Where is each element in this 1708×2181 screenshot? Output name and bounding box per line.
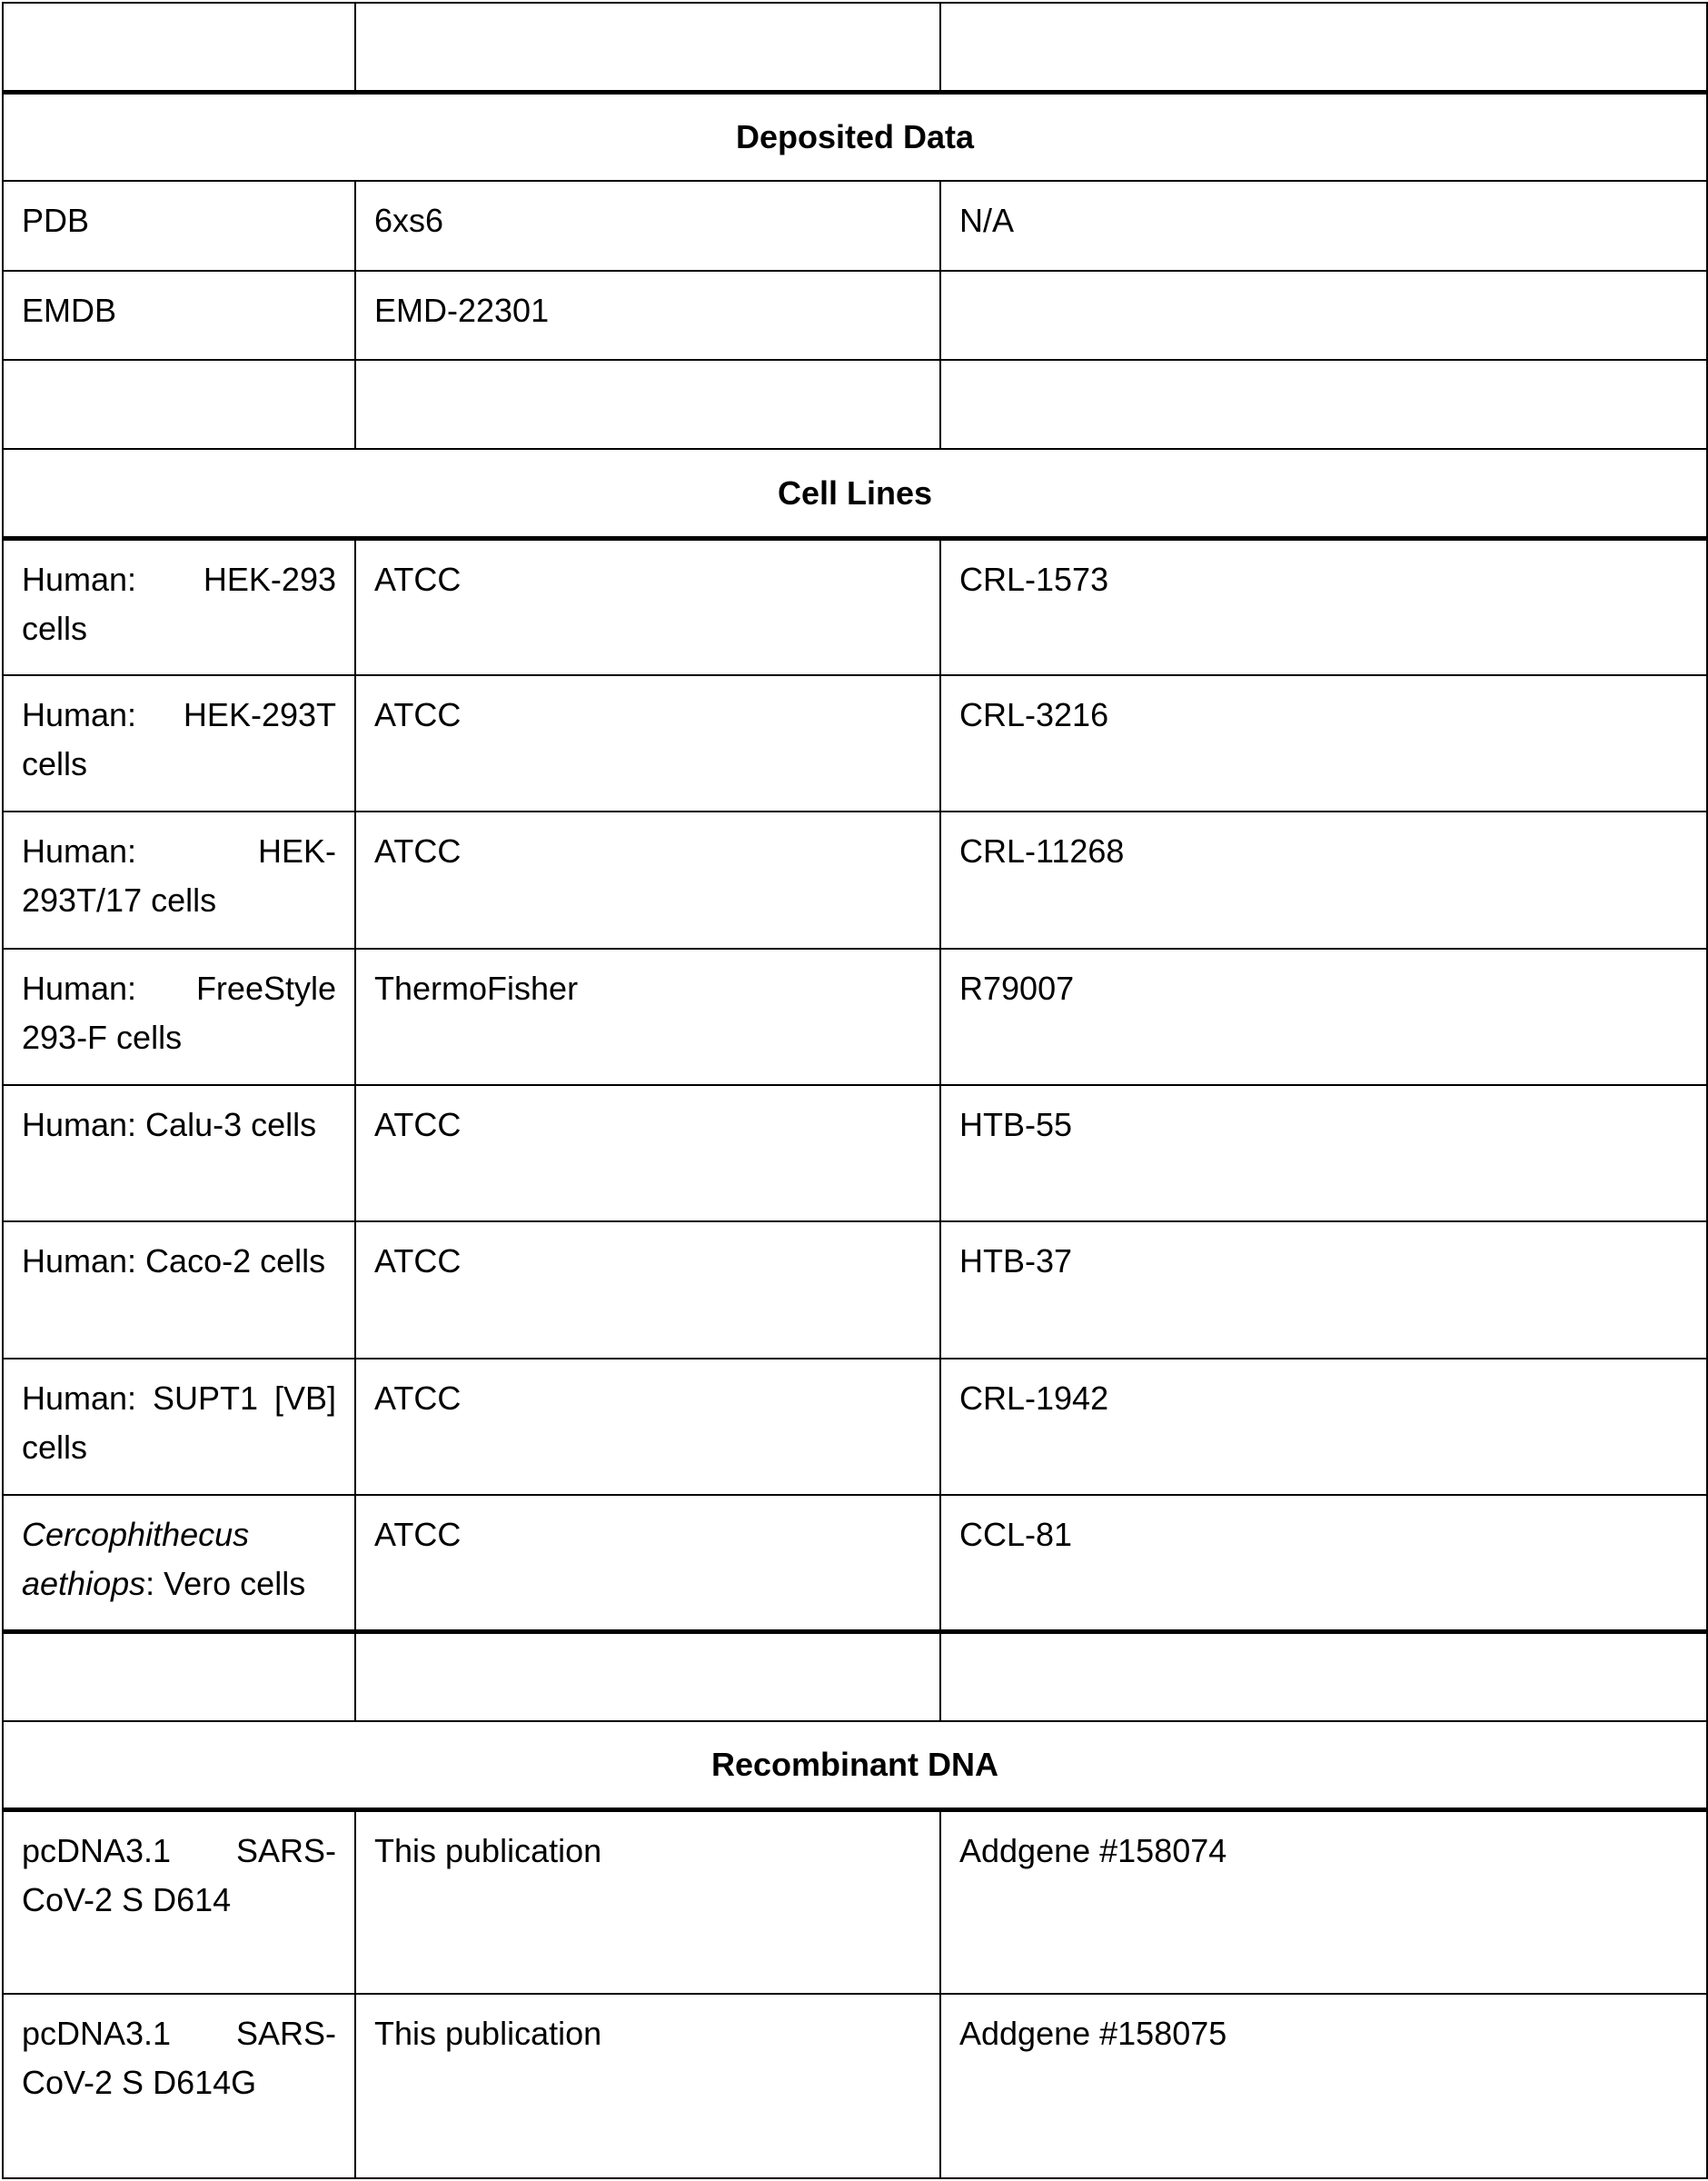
species-name: Cercophithecus aethiops [22,1516,250,1603]
table-cell [3,360,355,449]
table-cell: HTB-37 [940,1221,1707,1358]
section-header-row [3,449,1707,538]
table-cell: N/A [940,181,1707,270]
table-cell: Addgene #158075 [940,1994,1707,2178]
table-row [3,949,1707,1085]
table-cell: HTB-55 [940,1085,1707,1221]
table-cell [355,360,940,449]
table-cell: This publication [355,1994,940,2178]
key-resources-table [2,2,1708,2179]
table-cell: pcDNA3.1 SARS-CoV-2 S D614G [3,1994,355,2178]
table-cell: CCL-81 [940,1495,1707,1631]
section-header-row [3,92,1707,181]
table-row [3,812,1707,948]
table-row [3,1085,1707,1221]
table-cell [3,1631,355,1720]
table-cell: Human: Caco-2 cells [3,1221,355,1358]
table-cell [355,3,940,92]
table-cell: This publication [355,1810,940,1995]
table-cell: CRL-1942 [940,1359,1707,1495]
table-row [3,538,1707,674]
table-row [3,3,1707,92]
table-cell: ATCC [355,812,940,948]
table-cell: ATCC [355,1359,940,1495]
table-cell: 6xs6 [355,181,940,270]
table-cell [3,1495,355,1631]
table-row [3,360,1707,449]
table-cell: Human: SUPT1 [VB] cells [3,1359,355,1495]
table-cell [940,271,1707,360]
table-row [3,675,1707,812]
section-title: Deposited Data [3,92,1707,181]
table-cell: ThermoFisher [355,949,940,1085]
table-cell [3,3,355,92]
table-row [3,271,1707,360]
table-cell: ATCC [355,1085,940,1221]
table-cell [355,1631,940,1720]
table-cell: CRL-1573 [940,538,1707,674]
table-row [3,1359,1707,1495]
table-cell [940,1631,1707,1720]
table-row [3,1221,1707,1358]
table-cell: pcDNA3.1 SARS-CoV-2 S D614 [3,1810,355,1995]
table-cell: Human: HEK-293T cells [3,675,355,812]
section-title: Cell Lines [3,449,1707,538]
section-title: Recombinant DNA [3,1721,1707,1810]
table-cell: Human: FreeStyle 293-F cells [3,949,355,1085]
table-cell: CRL-3216 [940,675,1707,812]
table-cell [940,3,1707,92]
table-row [3,1810,1707,1995]
table-cell: R79007 [940,949,1707,1085]
species-suffix: : Vero cells [145,1565,306,1603]
table-row [3,181,1707,270]
table-cell: PDB [3,181,355,270]
section-header-row [3,1721,1707,1810]
table-cell [940,360,1707,449]
table-row [3,1994,1707,2178]
table-cell: Human: HEK-293 cells [3,538,355,674]
table-cell: EMD-22301 [355,271,940,360]
table-cell: CRL-11268 [940,812,1707,948]
table-cell: ATCC [355,675,940,812]
table-cell: Human: Calu-3 cells [3,1085,355,1221]
table-cell: ATCC [355,538,940,674]
table-cell: Human: HEK-293T/17 cells [3,812,355,948]
table-cell: Addgene #158074 [940,1810,1707,1995]
table-row [3,1631,1707,1720]
table-cell: ATCC [355,1495,940,1631]
table-row [3,1495,1707,1631]
table-cell: ATCC [355,1221,940,1358]
table-cell: EMDB [3,271,355,360]
